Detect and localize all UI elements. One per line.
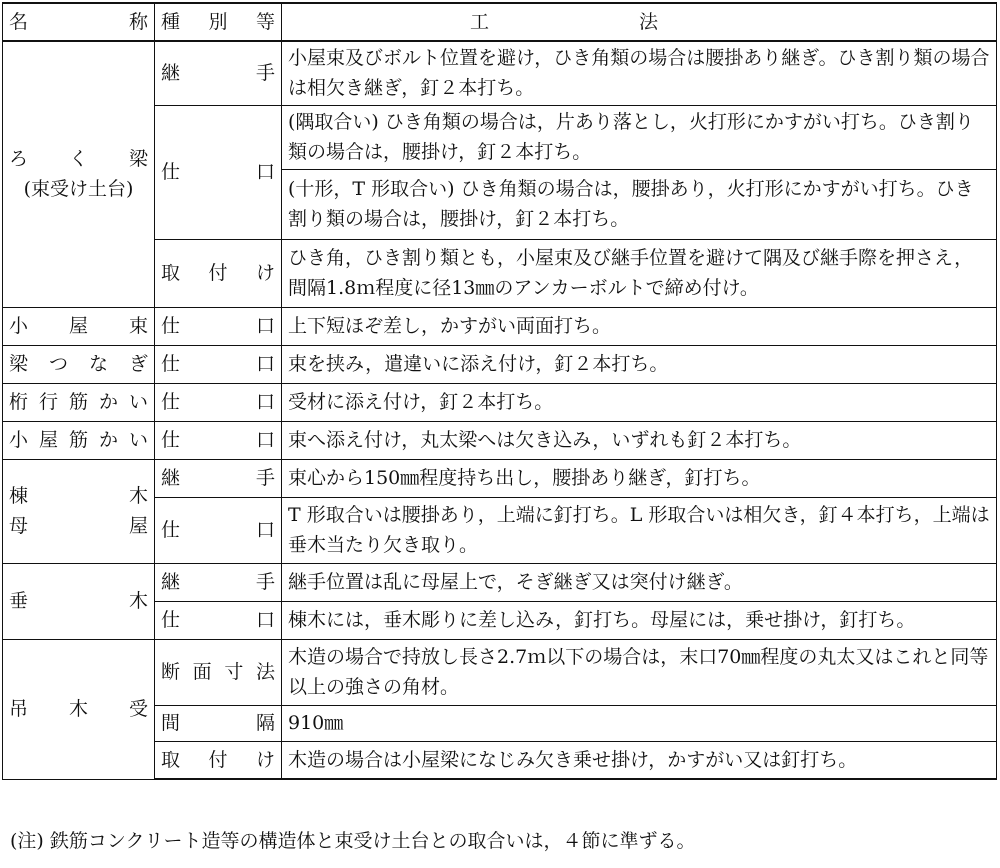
row-kind: 仕 口 (155, 497, 282, 563)
row-method: 木造の場合は小屋梁になじみ欠き乗せ掛け，かすがい又は釘打ち。 (282, 741, 997, 779)
row-name: 吊 木 受 (3, 639, 155, 779)
row-name-sub: 母 屋 (9, 515, 148, 537)
table-row (3, 459, 997, 497)
row-method: 受材に添え付け，釘２本打ち。 (282, 383, 997, 421)
row-name: 梁つなぎ (3, 345, 155, 383)
row-kind: 仕 口 (155, 383, 282, 421)
row-name-rokubari (3, 41, 155, 307)
row-method: 木造の場合で持放し長さ2.7ｍ以下の場合は，末口70㎜程度の丸太又はこれと同等以上の強さの角材。 (282, 639, 997, 705)
header-method: 工法 (282, 3, 997, 41)
spec-sheet (2, 2, 996, 822)
row-name: 垂 木 (3, 563, 155, 639)
row-name: ろ く 梁 (9, 148, 148, 171)
row-method: 束へ添え付け，丸太梁へは欠き込み，いずれも釘２本打ち。 (282, 421, 997, 459)
row-name: 小 屋 束 (3, 307, 155, 345)
row-method: 910㎜ (282, 705, 997, 741)
table-row (3, 639, 997, 705)
row-method: 継手位置は乱に母屋上で，そぎ継ぎ又は突付け継ぎ。 (282, 563, 997, 601)
row-kind: 仕 口 (155, 307, 282, 345)
row-name-sub: (束受け土台) (23, 178, 134, 201)
header-name: 名 称 (3, 3, 155, 41)
table-row (3, 345, 997, 383)
row-kind: 継 手 (155, 563, 282, 601)
table-row (3, 383, 997, 421)
row-kind: 仕 口 (155, 345, 282, 383)
row-kind: 継 手 (155, 459, 282, 497)
table-row (3, 307, 997, 345)
row-kind: 仕 口 (155, 105, 282, 239)
row-kind: 間 隔 (155, 705, 282, 741)
row-name: 棟 木 (9, 485, 148, 507)
row-method: 小屋束及びボルト位置を避け，ひき角類の場合は腰掛あり継ぎ。ひき割り類の場合は相欠き継ぎ，釘２本打ち。 (282, 41, 997, 105)
row-method: 棟木には，垂木彫りに差し込み，釘打ち。母屋には，乗せ掛け，釘打ち。 (282, 601, 997, 639)
row-kind: 継 手 (155, 41, 282, 105)
row-method: 上下短ほぞ差し，かすがい両面打ち。 (282, 307, 997, 345)
table-row (3, 421, 997, 459)
table-header-row (3, 3, 997, 41)
row-method: 束心から150㎜程度持ち出し，腰掛あり継ぎ，釘打ち。 (282, 459, 997, 497)
row-kind: 断面寸法 (155, 639, 282, 705)
row-method: (十形，T 形取合い) ひき角類の場合は，腰掛あり，火打形にかすがい打ち。ひき割り類の場合は，腰掛け，釘２本打ち。 (282, 169, 997, 239)
row-name-munagi-moya (3, 459, 155, 563)
table-row (3, 563, 997, 601)
row-method: ひき角，ひき割り類とも，小屋束及び継手位置を避けて隅及び継手際を押さえ，間隔1.8ｍ程度に径13㎜のアンカーボルトで締め付け。 (282, 239, 997, 307)
construction-method-table (2, 2, 997, 780)
row-kind: 仕 口 (155, 421, 282, 459)
row-kind: 取付け (155, 741, 282, 779)
row-kind: 取付け (155, 239, 282, 307)
row-name: 桁行筋かい (3, 383, 155, 421)
row-kind: 仕 口 (155, 601, 282, 639)
row-method: (隅取合い) ひき角類の場合は，片あり落とし，火打形にかすがい打ち。ひき割り類の場合は，腰掛け，釘２本打ち。 (282, 105, 997, 169)
header-kind: 種別等 (155, 3, 282, 41)
table-row (3, 41, 997, 105)
row-name: 小屋筋かい (3, 421, 155, 459)
table-footnote: (注) 鉄筋コンクリート造等の構造体と束受け土台との取合いは，４節に準ずる。 (10, 830, 696, 852)
row-method: 束を挟み，遣違いに添え付け，釘２本打ち。 (282, 345, 997, 383)
row-method: T 形取合いは腰掛あり，上端に釘打ち。L 形取合いは相欠き，釘４本打ち，上端は垂木当たり欠き取り。 (282, 497, 997, 563)
